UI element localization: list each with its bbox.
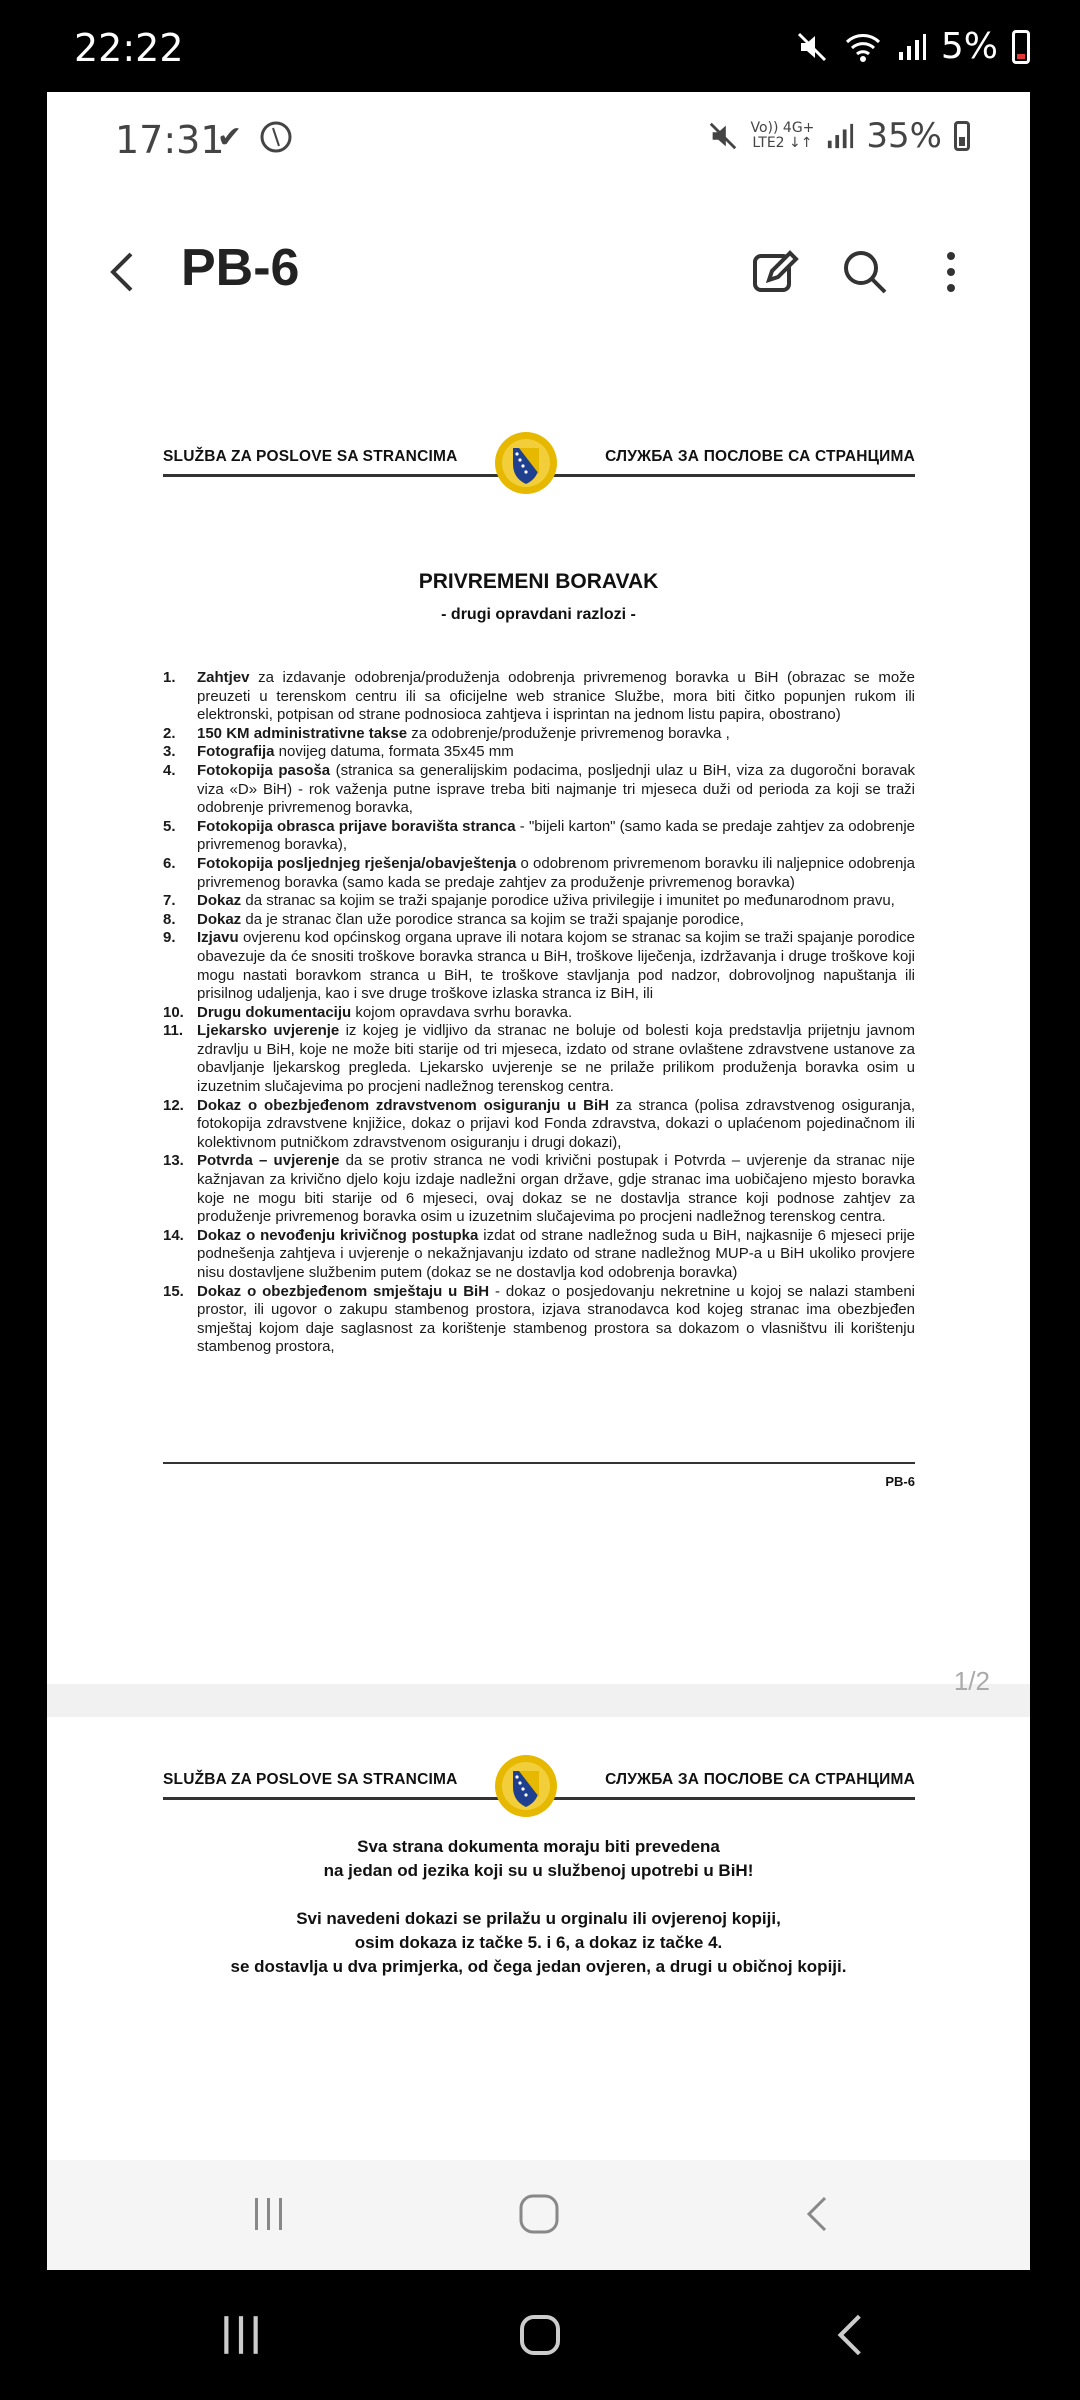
requirement-item bbox=[163, 1022, 915, 1096]
requirement-bold-label: Izjavu bbox=[197, 929, 239, 947]
requirement-body: da je stranac član uže porodice stranca sa kojim se traži spajanje porodice, bbox=[241, 910, 744, 928]
battery-low-icon bbox=[1012, 30, 1030, 64]
requirement-body: da stranac sa kojim se traži spajanje porodice uživa privilegije i imunitet po međunarodnom pravu, bbox=[241, 892, 895, 910]
inner-mute-icon bbox=[707, 120, 739, 152]
requirement-number: 7. bbox=[163, 892, 176, 910]
signal-icon bbox=[897, 32, 927, 62]
requirement-bold-label: Fotografija bbox=[197, 743, 275, 761]
requirement-bold-label: Dokaz o obezbjeđenom zdravstvenom osiguranju u BiH bbox=[197, 1096, 609, 1114]
requirement-number: 4. bbox=[163, 761, 176, 779]
requirement-body: iz kojeg je vidljivo da stranac ne boluje od bolesti koja predstavlja prijetnju javnom zdravlju u BiH, koje ne može biti starije od tri mjeseca, izdato od strane ovlaštene zdravstvene ustanove za obavljanje ljekarskog pregleda. Ljekarsko uvjerenje se ne prilaže prilikom produženja boravka osim u izuzetnim slučajevima po procjeni nadležnog terenskog centra. bbox=[197, 1022, 915, 1096]
inner-navigation-bar bbox=[47, 2160, 1030, 2270]
recent-apps-icon[interactable] bbox=[247, 2192, 291, 2236]
outer-status-bar bbox=[0, 0, 1080, 92]
requirement-body: da se protiv stranca ne vodi krivični postupak i Potvrda – uvjerenje da stranac nije kažnjavan za krivično djelo koju izdaje nadležni organ države, gdje stranac ima uobičajeno mjesto boravka koje ne mogu biti starije od 6 mjeseci, ovaj dokaz se ne dostavlja strance koji podnose zahtjev za produženje privremenog boravka osim u izuzetnim slučajevima po procjeni nadležnog terenskog centra. bbox=[197, 1152, 915, 1226]
document-header-page2 bbox=[163, 1757, 915, 1807]
requirement-number: 1. bbox=[163, 669, 176, 686]
requirement-body: za izdavanje odobrenja/produženja odobrenja privremenog boravka u BiH (obrazac se može preuzeti u terenskom centru ili sa oficijelne web stranice Službe, mora biti čitko popunjen rukom ili elektronski, potpisan od strane podnosioca zahtjeva i isprintan na jednom listu papira, obostrano) bbox=[197, 669, 915, 724]
requirement-text bbox=[197, 929, 915, 1003]
requirement-body: za odobrenje/produženje privremenog boravka , bbox=[407, 724, 730, 742]
requirement-body: - "bijeli karton" (samo kada se predaje zahtjev za odobrenje privremenog boravka), bbox=[197, 817, 916, 854]
home-icon[interactable] bbox=[516, 2312, 564, 2358]
requirement-item bbox=[163, 1227, 915, 1283]
back-arrow-icon[interactable] bbox=[97, 244, 153, 300]
requirement-item bbox=[163, 725, 915, 744]
requirement-text bbox=[197, 743, 915, 762]
requirement-number: 8. bbox=[163, 910, 176, 928]
requirement-item bbox=[163, 669, 915, 725]
document-header bbox=[163, 434, 915, 484]
requirement-text bbox=[197, 911, 915, 930]
mute-icon bbox=[795, 30, 829, 64]
wifi-icon bbox=[843, 30, 883, 64]
home-icon[interactable] bbox=[515, 2192, 563, 2236]
page-separator bbox=[47, 1684, 1030, 1717]
requirement-number: 3. bbox=[163, 743, 176, 761]
requirement-number: 6. bbox=[163, 854, 176, 872]
header-right-text: СЛУЖБА ЗА ПОСЛОВЕ СА СТРАНЦИМА bbox=[605, 448, 915, 465]
footer-code: PB-6 bbox=[885, 1474, 915, 1489]
outer-battery-text: 5% bbox=[940, 26, 998, 67]
requirement-bold-label: Dokaz o obezbjeđenom smještaju u BiH bbox=[197, 1282, 490, 1300]
requirement-number: 5. bbox=[163, 817, 176, 835]
requirement-number: 9. bbox=[163, 929, 176, 947]
requirement-body: novijeg datuma, formata 35x45 mm bbox=[274, 743, 514, 761]
requirement-text bbox=[197, 892, 915, 911]
requirement-body: - dokaz o posjedovanju nekretnine u kojoj se nalazi stambeni prostor, ili ugovor o zakupu stambenog prostora, izjava stranodavca kod kojeg stranac ima obezbjeđen smještaj kojom daje saglasnost za korištenje stambenog prostora sa dokazom o vlasništvu ili korištenju stambenog prostora, bbox=[197, 1282, 915, 1356]
requirement-bold-label: Drugu dokumentaciju bbox=[197, 1003, 352, 1021]
requirement-text bbox=[197, 818, 915, 855]
document-page-2 bbox=[47, 1717, 1030, 2157]
requirement-text bbox=[197, 762, 915, 818]
requirement-body: za stranca (polisa zdravstvenog osiguranja, fotokopija zdravstvene knjižice, dokaz o prijavi kod Fonda zdravstva, dokazi o uplaćenom pojedinačnom ili kolektivnom putničkom zdravstvenom osiguranju i drugi dokazi), bbox=[197, 1096, 916, 1151]
requirement-number: 12. bbox=[163, 1096, 184, 1114]
requirement-bold-label: Fotokopija obrasca prijave boravišta stranca bbox=[197, 817, 516, 835]
requirement-bold-label: 150 KM administrativne takse bbox=[197, 724, 408, 742]
search-icon[interactable] bbox=[837, 244, 893, 300]
inner-clock: 17:31 bbox=[115, 118, 225, 162]
header-left-text: SLUŽBA ZA POSLOVE SA STRANCIMA bbox=[163, 1771, 458, 1788]
back-icon[interactable] bbox=[797, 2192, 841, 2236]
inner-battery-icon bbox=[954, 121, 970, 151]
requirement-text bbox=[197, 1022, 915, 1096]
requirement-text bbox=[197, 1227, 915, 1283]
requirement-item bbox=[163, 818, 915, 855]
document-page-1 bbox=[47, 304, 1030, 1684]
edit-icon[interactable] bbox=[747, 244, 803, 300]
inner-status-bar bbox=[47, 92, 1030, 182]
outer-navigation-bar bbox=[0, 2270, 1080, 2400]
requirement-item bbox=[163, 1152, 915, 1226]
screenshot-viewer bbox=[47, 92, 1030, 2270]
requirement-number: 15. bbox=[163, 1282, 184, 1300]
inner-battery-text: 35% bbox=[866, 116, 942, 156]
requirement-item bbox=[163, 1283, 915, 1357]
requirement-text bbox=[197, 669, 915, 725]
requirement-item bbox=[163, 855, 915, 892]
inner-signal-icon bbox=[826, 122, 854, 150]
requirement-item bbox=[163, 762, 915, 818]
header-left-text: SLUŽBA ZA POSLOVE SA STRANCIMA bbox=[163, 448, 458, 465]
requirement-item bbox=[163, 929, 915, 1003]
requirement-item bbox=[163, 892, 915, 911]
requirement-item bbox=[163, 911, 915, 930]
requirement-text bbox=[197, 1004, 915, 1023]
requirement-number: 11. bbox=[163, 1022, 184, 1040]
requirement-number: 14. bbox=[163, 1226, 184, 1244]
requirement-bold-label: Ljekarsko uvjerenje bbox=[197, 1022, 340, 1040]
back-icon[interactable] bbox=[828, 2312, 874, 2358]
footer-rule bbox=[163, 1462, 915, 1464]
requirement-bold-label: Fotokopija posljednjeg rješenja/obavještenja bbox=[197, 854, 517, 872]
requirements-list bbox=[163, 669, 915, 1357]
requirement-text bbox=[197, 855, 915, 892]
more-options-icon[interactable] bbox=[923, 244, 979, 300]
coat-of-arms-seal-icon bbox=[493, 1753, 559, 1819]
document-subtitle: - drugi opravdani razlozi - bbox=[441, 606, 636, 623]
requirement-body: kojom opravdava svrhu boravka. bbox=[351, 1003, 573, 1021]
page2-notice: Sva strana dokumenta moraju biti prevedena na jedan od jezika koji su u službenoj upotrebi u BiH! Svi navedeni dokazi se prilažu u orginalu ili ovjerenoj kopiji, osim dokaza iz tačke 5. i 6, a dokaz iz tačke 4. se dostavlja u dva primjerka, od čega jedan ovjeren, a drugi u običnoj kopiji. bbox=[230, 1837, 847, 1976]
recent-apps-icon[interactable] bbox=[218, 2312, 264, 2358]
requirement-bold-label: Potvrda – uvjerenje bbox=[197, 1152, 340, 1170]
requirement-body: izdat od strane nadležnog suda u BiH, najkasnije 6 mjeseci prije podnešenja zahtjeva i uvjerenje o nekažnjavanju izdato od strane nadležnog MUP-a u BiH ukoliko provjere nisu dostavljene službenim putem (dokaz se ne dostavlja kod odobrenja boravka) bbox=[197, 1226, 915, 1281]
requirement-body: o odobrenom privremenom boravku ili naljepnice odobrenja privremenog boravka (samo kada se predaje zahtjev za produženje privremenog boravka) bbox=[197, 854, 916, 891]
requirement-number: 2. bbox=[163, 724, 176, 742]
requirement-text bbox=[197, 725, 915, 744]
requirement-bold-label: Dokaz bbox=[197, 910, 242, 928]
do-not-disturb-icon bbox=[259, 120, 293, 154]
requirement-bold-label: Fotokopija pasoša bbox=[197, 761, 331, 779]
requirement-body: ovjerenu kod općinskog organa uprave ili notara kojom se stranac sa kojim se traži spajanje porodice obavezuje da će snositi troškove boravka stranca u BiH, troškove liječenja, izdržavanja i druge troškove koji mogu nastati boravkom stranca u BiH, te troškove stavljanja pod nadzor, dobrovoljnog napuštanja ili prisilnog udaljenja, kao i sve druge troškove izlaska stranca iz BiH, ili bbox=[197, 929, 915, 1003]
network-indicator: Vo)) 4G+ LTE2 ↓↑ bbox=[750, 120, 815, 151]
outer-status-icons bbox=[795, 26, 1030, 67]
requirement-text bbox=[197, 1097, 915, 1153]
requirement-item bbox=[163, 1097, 915, 1153]
requirement-bold-label: Dokaz o nevođenju krivičnog postupka bbox=[197, 1226, 479, 1244]
page-indicator: 1/2 bbox=[953, 1666, 990, 1696]
header-right-text: СЛУЖБА ЗА ПОСЛОВЕ СА СТРАНЦИМА bbox=[605, 1771, 915, 1788]
outer-clock: 22:22 bbox=[74, 26, 184, 70]
coat-of-arms-seal-icon bbox=[493, 430, 559, 496]
inner-status-icons bbox=[707, 116, 971, 156]
requirement-item bbox=[163, 1004, 915, 1023]
requirement-text bbox=[197, 1152, 915, 1226]
requirement-bold-label: Dokaz bbox=[197, 892, 242, 910]
requirement-item bbox=[163, 743, 915, 762]
requirement-bold-label: Zahtjev bbox=[197, 669, 250, 686]
requirement-body: (stranica sa generalijskim podacima, posljednji ulaz u BiH, viza za dugoročni boravak viza «D» BiH) - rok važenja putne isprave treba biti najmanje tri mjeseca duži od perioda za koji se traži odobrenje privremenog boravka, bbox=[197, 761, 915, 817]
page-title: PB-6 bbox=[181, 239, 300, 297]
document-title: PRIVREMENI BORAVAK bbox=[418, 570, 659, 593]
check-icon: ✔ bbox=[217, 121, 243, 154]
requirement-number: 10. bbox=[163, 1003, 184, 1021]
requirement-text bbox=[197, 1283, 915, 1357]
requirement-number: 13. bbox=[163, 1152, 184, 1170]
